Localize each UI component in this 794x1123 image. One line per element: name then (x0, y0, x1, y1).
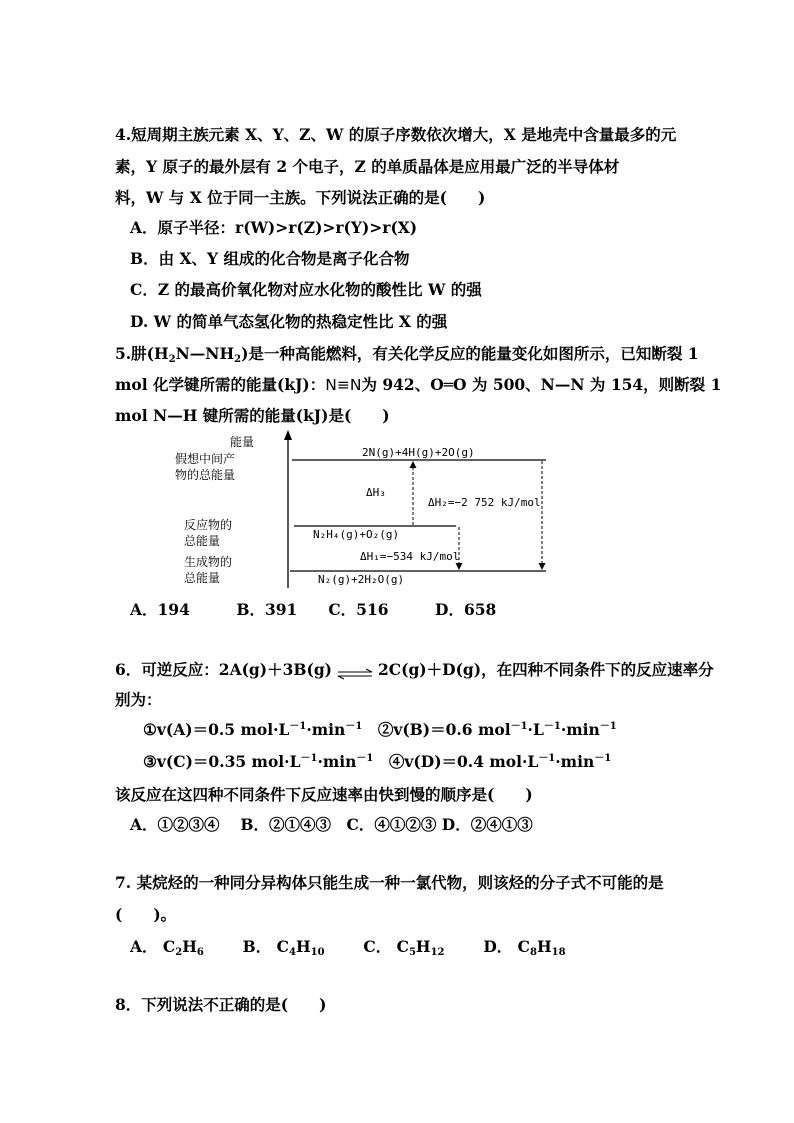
q4-stem-line3: 料，W 与 X 位于同一主族。下列说法正确的是( ) (115, 188, 486, 207)
q5-stem-line2: mol 化学键所需的能量(kJ)：N≡N为 942、O═O 为 500、N—N 为 154，则断裂 1 (115, 375, 722, 394)
q7-stem-line1: 7. 某烷烃的一种同分异构体只能生成一种一氯代物，则该烃的分子式不可能的是 (115, 873, 664, 892)
label-product-2: 总能量 (184, 571, 221, 585)
q5-stem-line3: mol N—H 键所需的能量(kJ)是( ) (115, 406, 390, 425)
q4-option-d: D. W 的简单气态氢化物的热稳定性比 X 的强 (130, 312, 448, 331)
label-product-1: 生成物的 (184, 555, 233, 569)
q6-stem-line2: 别为： (115, 690, 162, 709)
dh1-label: ΔH₁=−534 kJ/mol (360, 550, 460, 563)
q7-option-c: C． $C_5H_{12}$ (363, 937, 445, 958)
q6-options: A．①②③④ B．②①④③ C．④①②③ D．②④①③ (130, 815, 533, 834)
q4-stem-line2: 素，Y 原子的最外层有 2 个电子，Z 的单质晶体是应用最广泛的半导体材 (115, 157, 620, 176)
q5-options: A．194 B．391 C．516 D．658 (130, 600, 497, 619)
species-reactant: N₂H₄(g)+O₂(g) (313, 528, 400, 541)
dh3-label: ΔH₃ (366, 486, 386, 499)
energy-level-diagram (170, 428, 630, 593)
q7-option-d: D． $C_8H_{18}$ (483, 937, 566, 958)
q4-option-a: A．原子半径：r(W)>r(Z)>r(Y)>r(X) (130, 218, 418, 237)
species-product: N₂(g)+2H₂O(g) (318, 573, 405, 586)
species-intermediate: 2N(g)+4H(g)+2O(g) (362, 446, 475, 459)
q7-option-b: B． $C_4H_{10}$ (242, 937, 325, 958)
q4-option-c: C．Z 的最高价氧化物对应水化物的酸性比 W 的强 (130, 280, 482, 299)
label-reactant-1: 反应物的 (184, 518, 233, 532)
q6-rates-row1: ①v(A)＝0.5 $mol\cdot L^{-1}\cdot\min^{-1}$ ②v(B)＝0.6 $mol^{-1}\cdot L^{-1}\cdot\min^{-1}$ (143, 720, 617, 739)
q7-option-a: A． $C_2H_6$ (130, 937, 204, 958)
label-intermediate-2: 物的总能量 (175, 468, 236, 482)
q7-options (130, 937, 566, 957)
q6-rates-row2: ③v(C)＝0.35 $mol\cdot L^{-1}\cdot\min^{-1}$ ④v(D)＝0.4 $mol\cdot L^{-1}\cdot\min^{-1}$ (143, 752, 612, 771)
q6-stem-line1: 6．可逆反应：2A(g)＋3B(g) 2C(g)＋D(g)，在四种不同条件下的反应速率分 (115, 660, 714, 679)
label-reactant-2: 总能量 (184, 534, 221, 548)
q8-stem-line1: 8．下列说法不正确的是( ) (115, 995, 327, 1014)
axis-arrow-icon (284, 430, 292, 440)
q4-option-b: B．由 X、Y 组成的化合物是离子化合物 (130, 249, 410, 268)
triple-bond-symbol: N≡N (325, 376, 362, 394)
reversible-arrow-icon (336, 665, 374, 677)
q4-stem-line1: 4.短周期主族元素 X、Y、Z、W 的原子序数依次增大，X 是地壳中含量最多的元 (115, 125, 677, 144)
q7-stem-line2: ( )。 (115, 905, 177, 924)
dh2-label: ΔH₂=−2 752 kJ/mol (428, 496, 541, 509)
axis-label: 能量 (230, 435, 255, 449)
label-intermediate-1: 假想中间产 (175, 452, 236, 466)
q5-stem-line1: 5.肼$(H_2N—NH_2)$是一种高能燃料，有关化学反应的能量变化如图所示，已知断裂 1 (115, 344, 699, 365)
q6-stem-line5: 该反应在这四种不同条件下反应速率由快到慢的顺序是( ) (115, 785, 533, 804)
